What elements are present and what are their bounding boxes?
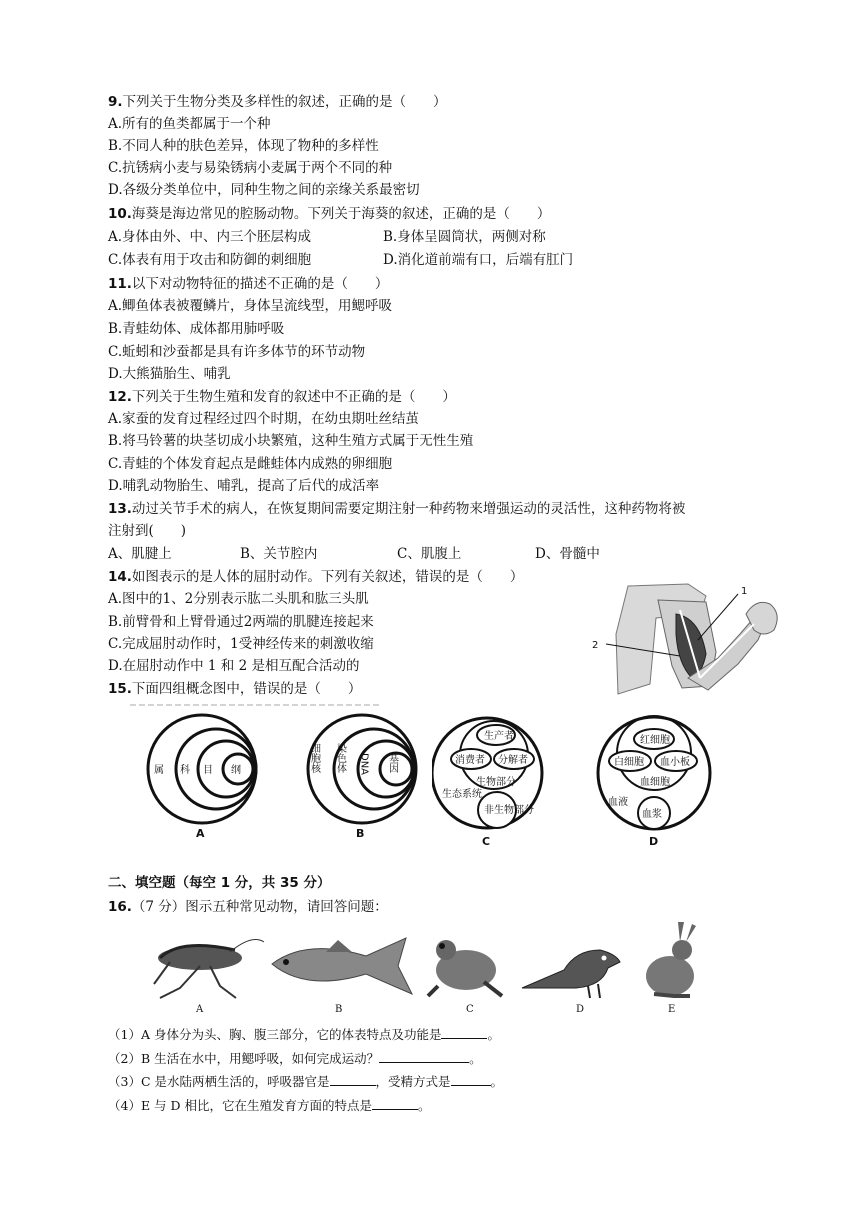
concept-diagram-d [596, 713, 716, 848]
q14-option-d: D.在屈肘动作中 1 和 2 是相互配合活动的 [108, 658, 360, 674]
frog-image [424, 930, 508, 1002]
svg-text:DNA: DNA [358, 753, 370, 776]
diagram-b-letter: B [356, 827, 365, 840]
q9-option-d: D.各级分类单位中，同种生物之间的亲缘关系最密切 [108, 182, 420, 198]
q16-sub-4: （4）E 与 D 相比，它在生殖发育方面的特点是 。 [108, 1095, 431, 1116]
svg-text:生物部分: 生物部分 [476, 777, 516, 788]
q14-stem: 14.如图表示的是人体的屈肘动作。下列有关叙述，错误的是（ ） [108, 569, 524, 585]
grasshopper-image [140, 928, 270, 1002]
animal-label-a: A [196, 1004, 204, 1015]
svg-text:生态系统: 生态系统 [442, 789, 482, 800]
q14-option-a: A.图中的1、2分别表示肱二头肌和肱三头肌 [108, 591, 369, 607]
q13-option-d: D、骨髓中 [535, 546, 600, 562]
rabbit-image [640, 920, 706, 1002]
q10-option-a: A.身体由外、中、内三个胚层构成 [108, 229, 312, 245]
arm-label-1: 1 [741, 586, 748, 597]
q10-option-d: D.消化道前端有口，后端有肛门 [383, 252, 574, 268]
svg-text:血液: 血液 [608, 797, 628, 808]
dashed-rule [130, 702, 390, 708]
q11-option-b: B.青蛙幼体、成体都用肺呼吸 [108, 321, 285, 337]
q16-stem: 16.（7 分）图示五种常见动物，请回答问题： [108, 899, 388, 915]
q9-stem: 9.下列关于生物分类及多样性的叙述，正确的是（ ） [108, 94, 447, 110]
fish-image [266, 930, 416, 1002]
svg-text:分解者: 分解者 [498, 755, 528, 766]
q10-stem: 10.海葵是海边常见的腔肠动物。下列关于海葵的叙述，正确的是（ ） [108, 206, 551, 222]
svg-text:血细胞: 血细胞 [640, 777, 670, 788]
q13-stem-cont: 注射到( ) [108, 523, 187, 539]
q11-option-d: D.大熊猫胎生、哺乳 [108, 366, 231, 382]
q9-option-a: A.所有的鱼类都属于一个种 [108, 116, 271, 132]
q16-sub-3: （3）C 是水陆两栖生活的，呼吸器官是 ，受精方式是 。 [108, 1071, 503, 1092]
q16-sub-2: （2）B 生活在水中，用鳃呼吸，如何完成运动？ 。 [108, 1048, 482, 1069]
q11-option-a: A.鲫鱼体表被覆鳞片，身体呈流线型，用鳃呼吸 [108, 298, 393, 314]
answer-blank[interactable] [451, 1071, 491, 1086]
answer-blank[interactable] [330, 1071, 376, 1086]
q13-option-b: B、关节腔内 [240, 546, 318, 562]
sparrow-image [516, 936, 626, 1002]
diagram-d-letter: D [649, 835, 659, 848]
q10-option-c: C.体表有用于攻击和防御的刺细胞 [108, 252, 312, 268]
q13-option-a: A、肌腱上 [108, 546, 172, 562]
svg-text:生产者: 生产者 [484, 731, 514, 742]
section-2-title: 二、填空题（每空 1 分，共 35 分） [108, 875, 331, 891]
q14-option-c: C.完成屈肘动作时，1受神经传来的刺激收缩 [108, 636, 374, 652]
q13-option-c: C、肌腹上 [397, 546, 462, 562]
svg-text:消费者: 消费者 [455, 755, 485, 766]
q11-option-c: C.蚯蚓和沙蚕都是具有许多体节的环节动物 [108, 344, 366, 360]
svg-text:染色体: 染色体 [334, 743, 346, 773]
answer-blank[interactable] [372, 1095, 418, 1110]
concept-diagram-b [300, 713, 430, 843]
animal-label-e: E [668, 1004, 676, 1015]
q11-stem: 11.以下对动物特征的描述不正确的是（ ） [108, 276, 389, 292]
svg-text:细胞核: 细胞核 [308, 743, 320, 773]
q12-option-a: A.家蚕的发育过程经过四个时期，在幼虫期吐丝结茧 [108, 411, 420, 427]
svg-text:科: 科 [180, 765, 190, 776]
animal-label-b: B [335, 1004, 343, 1015]
q9-option-c: C.抗锈病小麦与易染锈病小麦属于两个不同的种 [108, 160, 393, 176]
svg-text:红细胞: 红细胞 [640, 735, 670, 746]
concept-diagram-a [138, 713, 268, 843]
svg-text:血浆: 血浆 [642, 809, 662, 820]
svg-text:基因: 基因 [386, 753, 398, 773]
svg-text:目: 目 [203, 765, 213, 776]
diagram-c-letter: C [482, 835, 491, 848]
q10-option-b: B.身体呈圆筒状，两侧对称 [383, 229, 546, 245]
q13-stem: 13.动过关节手术的病人，在恢复期间需要定期注射一种药物来增强运动的灵活性，这种药物将被 [108, 501, 686, 517]
animal-label-d: D [576, 1004, 585, 1015]
q12-stem: 12.下列关于生物生殖和发育的叙述中不正确的是（ ） [108, 389, 456, 405]
arm-label-2: 2 [592, 640, 599, 651]
q16-sub-1: （1）A 身体分为头、胸、腹三部分，它的体表特点及功能是 。 [108, 1024, 500, 1045]
q12-option-c: C.青蛙的个体发育起点是雌蛙体内成熟的卵细胞 [108, 456, 393, 472]
q15-stem: 15.下面四组概念图中，错误的是（ ） [108, 681, 362, 697]
diagram-a-letter: A [196, 827, 205, 840]
answer-blank[interactable] [441, 1024, 487, 1039]
concept-diagram-c [432, 713, 547, 848]
arm-flexion-figure [588, 574, 788, 700]
svg-text:属: 属 [154, 765, 164, 776]
q12-option-b: B.将马铃薯的块茎切成小块繁殖，这种生殖方式属于无性生殖 [108, 433, 474, 449]
svg-text:血小板: 血小板 [660, 757, 690, 768]
svg-text:纲: 纲 [231, 765, 241, 776]
svg-text:白细胞: 白细胞 [614, 757, 644, 768]
answer-blank[interactable] [379, 1048, 469, 1063]
q9-option-b: B.不同人种的肤色差异，体现了物种的多样性 [108, 138, 379, 154]
q12-option-d: D.哺乳动物胎生、哺乳，提高了后代的成活率 [108, 478, 380, 494]
animal-label-c: C [466, 1004, 474, 1015]
q14-option-b: B.前臂骨和上臂骨通过2两端的肌腱连接起来 [108, 614, 374, 630]
svg-text:非生物部分: 非生物部分 [484, 805, 534, 816]
